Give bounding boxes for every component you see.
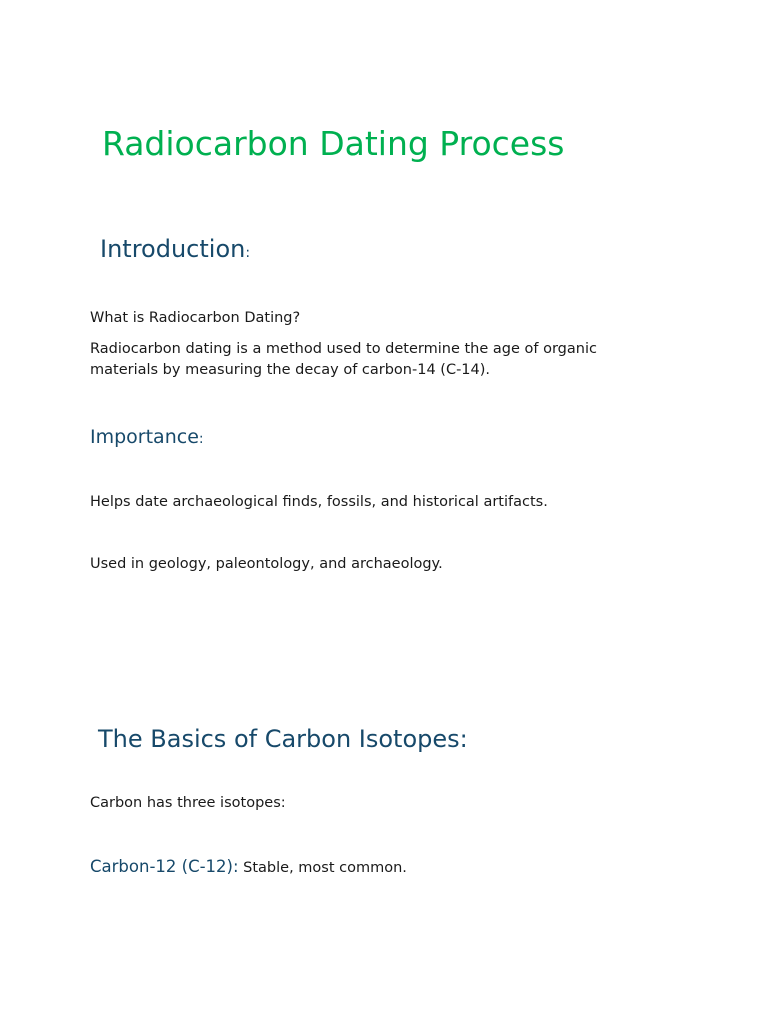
importance-point: Used in geology, paleontology, and archaeology. <box>90 556 443 572</box>
introduction-heading-colon: : <box>245 245 251 261</box>
basics-heading: The Basics of Carbon Isotopes: <box>98 725 468 753</box>
importance-heading-colon: : <box>198 431 204 447</box>
isotope-description: Stable, most common. <box>238 860 407 876</box>
basics-intro: Carbon has three isotopes: <box>90 795 286 811</box>
importance-heading-text: Importance <box>90 426 199 448</box>
introduction-question: What is Radiocarbon Dating? <box>90 310 301 326</box>
introduction-heading <box>100 233 250 269</box>
importance-heading <box>90 424 204 452</box>
document-title: Radiocarbon Dating Process <box>102 124 565 163</box>
isotope-item <box>90 856 407 879</box>
isotope-label: Carbon-12 (C-12): <box>90 857 239 876</box>
importance-point: Helps date archaeological finds, fossils, and historical artifacts. <box>90 494 548 510</box>
introduction-definition: Radiocarbon dating is a method used to determine the age of organic materials by measuring the decay of carbon-14 (C-14). <box>90 341 597 378</box>
introduction-heading-text: Introduction <box>100 235 246 263</box>
